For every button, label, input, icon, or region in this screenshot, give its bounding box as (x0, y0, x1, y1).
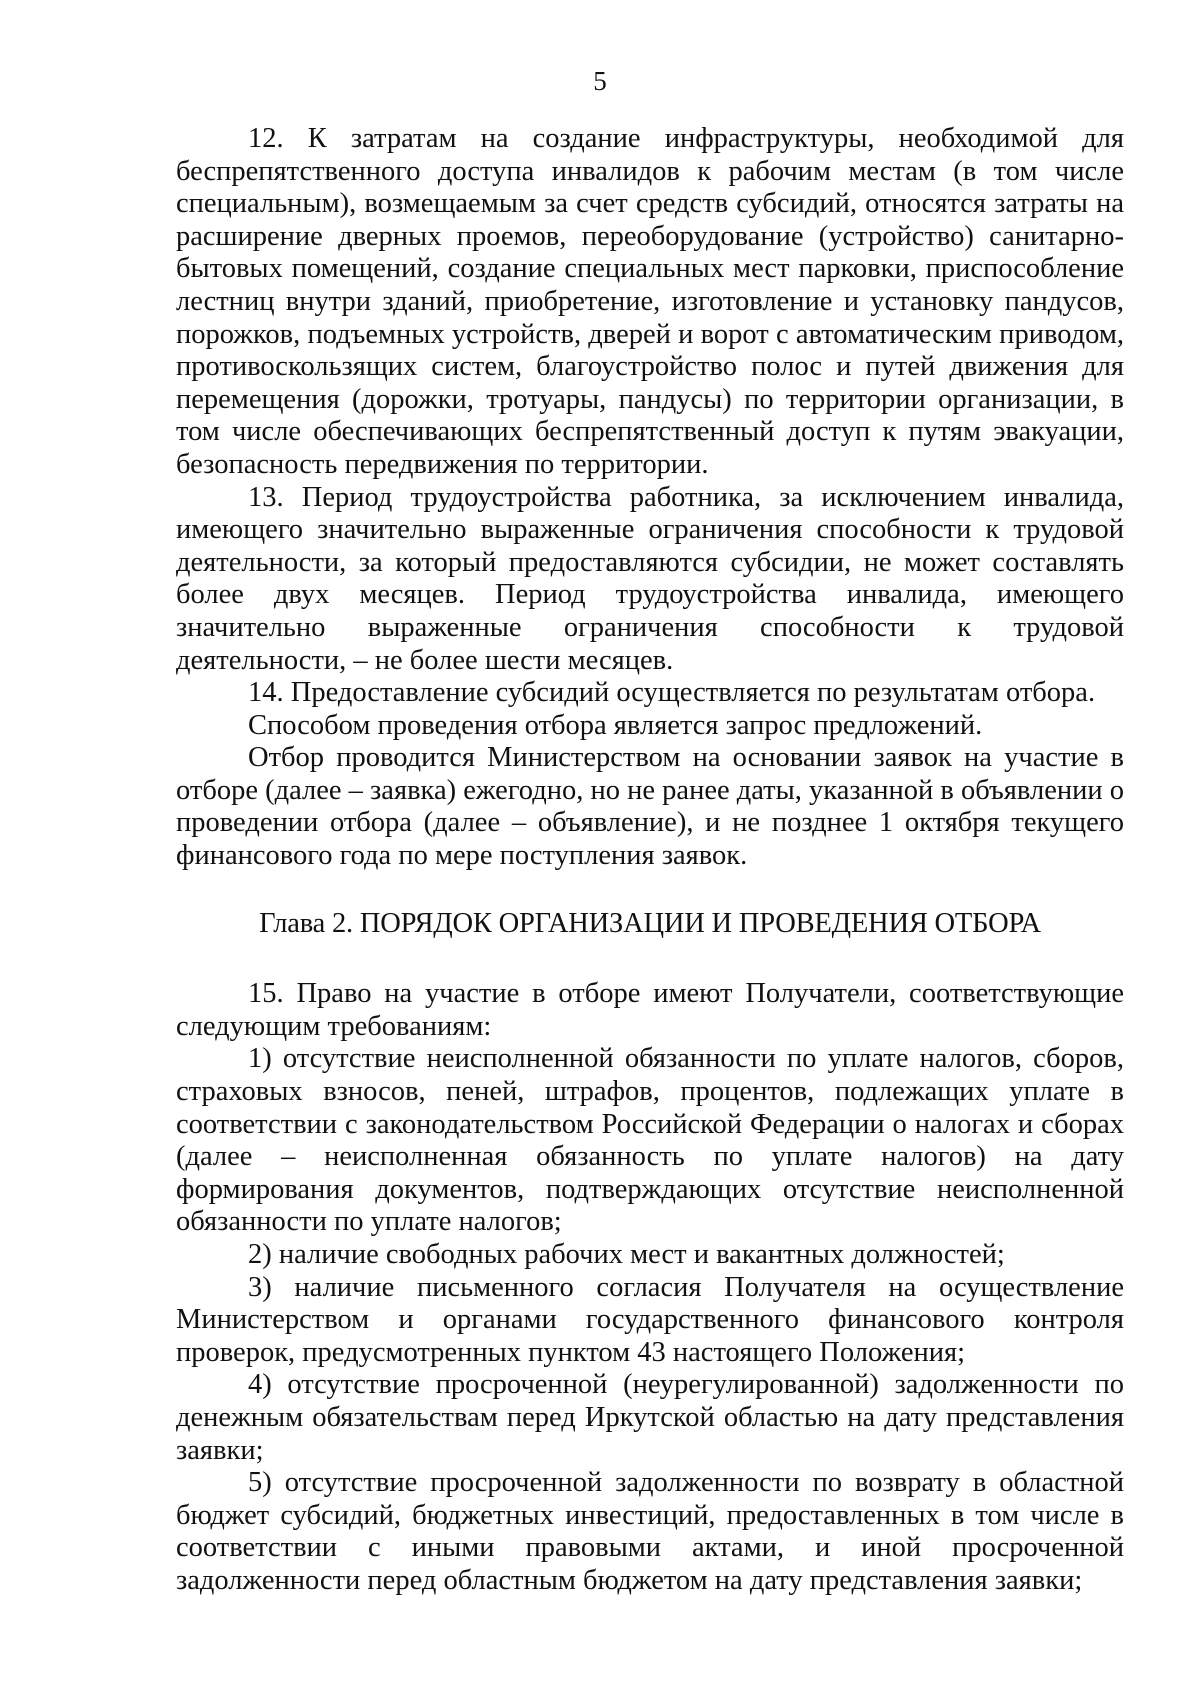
requirement-2: 2) наличие свободных рабочих мест и вакантных должностей; (248, 1239, 1005, 1270)
chapter-heading: Глава 2. ПОРЯДОК ОРГАНИЗАЦИИ И ПРОВЕДЕНИЯ ОТБОРА (259, 907, 1041, 939)
paragraph-15: 15. Право на участие в отборе имеют Получатели, соответствующие следующим требованиям: (176, 978, 1124, 1042)
paragraph-14: 14. Предоставление субсидий осуществляется по результатам отбора. (248, 677, 1096, 709)
requirement-1: 1) отсутствие неисполненной обязанности по уплате налогов, сборов, страховых взносов, пеней, штрафов, процентов, подлежащих уплате в соответствии с законодательством Российской Федерации о налогах и сборах (далее – неисполненная обязанность по уплате налогов) на дату формирования документов, подтверждающих отсутствие неисполненной обязанности по уплате налогов; (176, 1043, 1124, 1238)
requirement-3: 3) наличие письменного согласия Получателя на осуществление Министерством и органами государственного финансового контроля проверок, предусмотренных пунктом 43 настоящего Положения; (176, 1271, 1124, 1368)
paragraph-12: 12. К затратам на создание инфраструктуры, необходимой для беспрепятственного доступа инвалидов к рабочим местам (в том числе специальным), возмещаемым за счет средств субсидий, относятся затраты на расширение дверных проемов, переоборудование (устройство) санитарно-бытовых помещений, создание специальных мест парковки, приспособление лестниц внутри зданий, приобретение, изготовление и установку пандусов, порожков, подъемных устройств, дверей и ворот с автоматическим приводом, противоскользящих систем, благоустройство полос и путей движения для перемещения (дорожки, тротуары, пандусы) по территории организации, в том числе обеспечивающих беспрепятственный доступ к путям эвакуации, безопасность передвижения по территории. (176, 123, 1124, 480)
paragraph-selection-procedure: Отбор проводится Министерством на основании заявок на участие в отборе (далее – заявка) ежегодно, но не ранее даты, указанной в объявлении о проведении отбора (далее – объявление), и не позднее 1 октября текущего финансового года по мере поступления заявок. (176, 742, 1124, 872)
requirement-5: 5) отсутствие просроченной задолженности по возврату в областной бюджет субсидий, бюджетных инвестиций, предоставленных в том числе в соответствии с иными правовыми актами, и иной просроченной задолженности перед областным бюджетом на дату представления заявки; (176, 1467, 1124, 1596)
requirement-4: 4) отсутствие просроченной (неурегулированной) задолженности по денежным обязательствам перед Иркутской областью на дату представления заявки; (176, 1369, 1124, 1466)
page-number: 5 (593, 66, 607, 96)
paragraph-selection-method: Способом проведения отбора является запрос предложений. (248, 709, 983, 741)
document-body (176, 123, 1124, 1598)
paragraph-13: 13. Период трудоустройства работника, за исключением инвалида, имеющего значительно выраженные ограничения способности к трудовой деятельности, за который предоставляются субсидии, не может составлять более двух месяцев. Период трудоустройства инвалида, имеющего значительно выраженные ограничения способности к трудовой деятельности, – не более шести месяцев. (176, 481, 1124, 676)
